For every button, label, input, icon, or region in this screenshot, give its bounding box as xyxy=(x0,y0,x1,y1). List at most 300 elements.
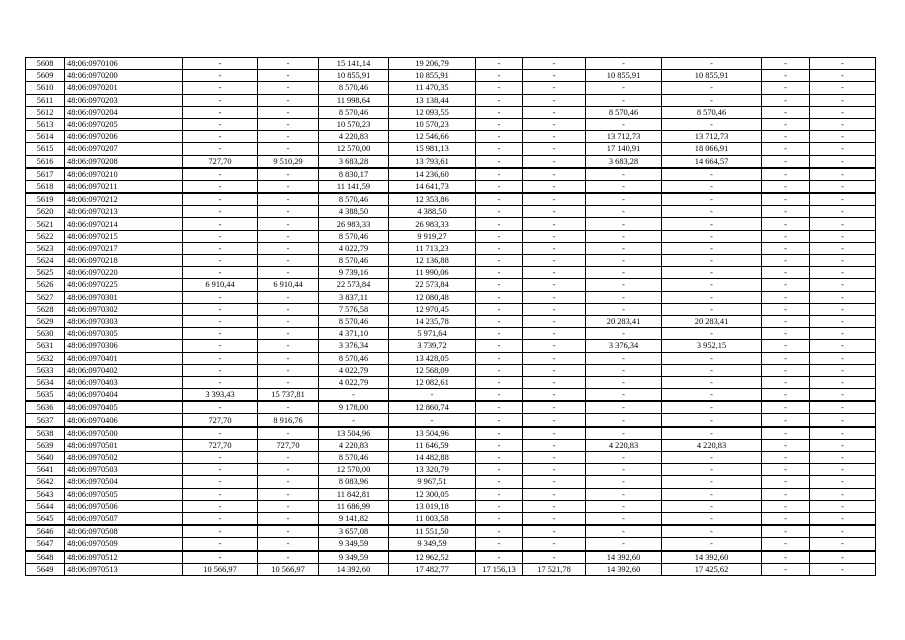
value-cell-9: - xyxy=(762,118,810,130)
value-cell-6: - xyxy=(523,352,586,364)
value-cell-3: 4 022,79 xyxy=(319,376,389,388)
value-cell-8: 18 066,91 xyxy=(662,143,762,155)
table-row xyxy=(26,376,876,388)
value-cell-3: 10 570,23 xyxy=(319,118,389,130)
cadastral-number-cell: 48:06:0970507 xyxy=(65,512,183,525)
value-cell-10: - xyxy=(810,563,876,575)
value-cell-8: - xyxy=(662,279,762,291)
table-row xyxy=(26,352,876,364)
value-cell-1: - xyxy=(183,193,258,206)
cadastral-number-cell: 48:06:0970225 xyxy=(65,279,183,291)
value-cell-3: 4 220,83 xyxy=(319,131,389,143)
value-cell-2: - xyxy=(258,364,319,376)
value-cell-10: - xyxy=(810,291,876,303)
row-number-cell: 5627 xyxy=(26,291,65,303)
cadastral-number-cell: 48:06:0970206 xyxy=(65,131,183,143)
value-cell-7: - xyxy=(586,230,662,242)
value-cell-6: - xyxy=(523,512,586,525)
value-cell-8: - xyxy=(662,82,762,94)
value-cell-5: - xyxy=(476,500,523,512)
cadastral-number-cell: 48:06:0970106 xyxy=(65,58,183,70)
value-cell-5: 17 156,13 xyxy=(476,563,523,575)
value-cell-1: - xyxy=(183,230,258,242)
value-cell-5: - xyxy=(476,180,523,193)
table-row xyxy=(26,364,876,376)
value-cell-10: - xyxy=(810,512,876,525)
row-number-cell: 5622 xyxy=(26,230,65,242)
value-cell-5: - xyxy=(476,352,523,364)
value-cell-9: - xyxy=(762,106,810,118)
value-cell-4: 13 019,18 xyxy=(389,500,476,512)
value-cell-10: - xyxy=(810,414,876,427)
value-cell-5: - xyxy=(476,82,523,94)
value-cell-4: 12 300,05 xyxy=(389,488,476,500)
value-cell-1: - xyxy=(183,427,258,440)
cadastral-number-cell: 48:06:0970513 xyxy=(65,563,183,575)
row-number-cell: 5621 xyxy=(26,218,65,230)
value-cell-7: - xyxy=(586,464,662,476)
value-cell-6: - xyxy=(523,118,586,130)
value-cell-9: - xyxy=(762,82,810,94)
value-cell-7: - xyxy=(586,291,662,303)
value-cell-10: - xyxy=(810,352,876,364)
value-cell-9: - xyxy=(762,131,810,143)
table-row xyxy=(26,58,876,70)
value-cell-5: - xyxy=(476,106,523,118)
value-cell-4: 14 236,60 xyxy=(389,168,476,181)
value-cell-3: 8 570,46 xyxy=(319,106,389,118)
value-cell-1: - xyxy=(183,464,258,476)
value-cell-4: 13 428,05 xyxy=(389,352,476,364)
value-cell-1: 727,70 xyxy=(183,155,258,168)
value-cell-6: - xyxy=(523,464,586,476)
value-cell-1: - xyxy=(183,488,258,500)
value-cell-10: - xyxy=(810,401,876,414)
value-cell-9: - xyxy=(762,464,810,476)
value-cell-8: - xyxy=(662,464,762,476)
value-cell-1: 6 910,44 xyxy=(183,279,258,291)
value-cell-1: - xyxy=(183,452,258,464)
value-cell-6: - xyxy=(523,452,586,464)
value-cell-3: 11 141,59 xyxy=(319,180,389,193)
row-number-cell: 5624 xyxy=(26,255,65,267)
table-row xyxy=(26,538,876,551)
value-cell-10: - xyxy=(810,58,876,70)
value-cell-2: - xyxy=(258,267,319,279)
row-number-cell: 5608 xyxy=(26,58,65,70)
value-cell-9: - xyxy=(762,364,810,376)
value-cell-5: - xyxy=(476,401,523,414)
value-cell-1: - xyxy=(183,70,258,82)
value-cell-9: - xyxy=(762,180,810,193)
row-number-cell: 5638 xyxy=(26,427,65,440)
row-number-cell: 5639 xyxy=(26,439,65,451)
value-cell-3: 8 083,96 xyxy=(319,476,389,488)
value-cell-9: - xyxy=(762,376,810,388)
value-cell-10: - xyxy=(810,255,876,267)
value-cell-2: - xyxy=(258,70,319,82)
value-cell-1: - xyxy=(183,500,258,512)
value-cell-9: - xyxy=(762,155,810,168)
value-cell-6: - xyxy=(523,267,586,279)
value-cell-2: 15 737,81 xyxy=(258,389,319,402)
value-cell-3: 22 573,84 xyxy=(319,279,389,291)
value-cell-10: - xyxy=(810,389,876,402)
value-cell-7: 14 392,60 xyxy=(586,563,662,575)
value-cell-8: - xyxy=(662,352,762,364)
value-cell-2: - xyxy=(258,143,319,155)
value-cell-3: 8 830,17 xyxy=(319,168,389,181)
value-cell-8: - xyxy=(662,401,762,414)
value-cell-5: - xyxy=(476,439,523,451)
value-cell-4: 3 739,72 xyxy=(389,340,476,352)
value-cell-10: - xyxy=(810,328,876,340)
value-cell-4: 12 080,48 xyxy=(389,291,476,303)
value-cell-7: - xyxy=(586,500,662,512)
value-cell-10: - xyxy=(810,439,876,451)
value-cell-2: - xyxy=(258,376,319,388)
value-cell-10: - xyxy=(810,218,876,230)
value-cell-2: - xyxy=(258,488,319,500)
value-cell-3: 11 842,81 xyxy=(319,488,389,500)
value-cell-2: - xyxy=(258,512,319,525)
row-number-cell: 5648 xyxy=(26,551,65,564)
value-cell-4: 14 482,88 xyxy=(389,452,476,464)
row-number-cell: 5611 xyxy=(26,94,65,106)
data-table xyxy=(25,57,876,576)
table-row xyxy=(26,500,876,512)
value-cell-9: - xyxy=(762,389,810,402)
value-cell-5: - xyxy=(476,303,523,315)
value-cell-9: - xyxy=(762,279,810,291)
value-cell-2: - xyxy=(258,230,319,242)
value-cell-6: - xyxy=(523,82,586,94)
value-cell-4: 11 990,06 xyxy=(389,267,476,279)
value-cell-5: - xyxy=(476,168,523,181)
value-cell-6: - xyxy=(523,70,586,82)
value-cell-5: - xyxy=(476,364,523,376)
value-cell-8: - xyxy=(662,180,762,193)
value-cell-8: - xyxy=(662,267,762,279)
value-cell-2: - xyxy=(258,315,319,327)
value-cell-9: - xyxy=(762,352,810,364)
value-cell-2: - xyxy=(258,206,319,218)
value-cell-7: 17 140,91 xyxy=(586,143,662,155)
value-cell-5: - xyxy=(476,70,523,82)
value-cell-5: - xyxy=(476,488,523,500)
value-cell-6: - xyxy=(523,551,586,564)
value-cell-8: - xyxy=(662,118,762,130)
row-number-cell: 5623 xyxy=(26,242,65,254)
value-cell-1: 727,70 xyxy=(183,439,258,451)
value-cell-6: - xyxy=(523,193,586,206)
value-cell-2: 10 566,97 xyxy=(258,563,319,575)
row-number-cell: 5641 xyxy=(26,464,65,476)
value-cell-8: 17 425,62 xyxy=(662,563,762,575)
row-number-cell: 5612 xyxy=(26,106,65,118)
row-number-cell: 5631 xyxy=(26,340,65,352)
value-cell-8: 4 220,83 xyxy=(662,439,762,451)
cadastral-number-cell: 48:06:0970200 xyxy=(65,70,183,82)
value-cell-4: 15 981,13 xyxy=(389,143,476,155)
value-cell-6: - xyxy=(523,364,586,376)
cadastral-number-cell: 48:06:0970306 xyxy=(65,340,183,352)
value-cell-9: - xyxy=(762,267,810,279)
row-number-cell: 5609 xyxy=(26,70,65,82)
value-cell-10: - xyxy=(810,206,876,218)
value-cell-5: - xyxy=(476,279,523,291)
value-cell-9: - xyxy=(762,143,810,155)
value-cell-1: - xyxy=(183,340,258,352)
value-cell-9: - xyxy=(762,512,810,525)
value-cell-2: - xyxy=(258,180,319,193)
value-cell-9: - xyxy=(762,340,810,352)
value-cell-7: - xyxy=(586,94,662,106)
value-cell-7: - xyxy=(586,168,662,181)
cadastral-number-cell: 48:06:0970503 xyxy=(65,464,183,476)
row-number-cell: 5616 xyxy=(26,155,65,168)
value-cell-2: - xyxy=(258,131,319,143)
row-number-cell: 5647 xyxy=(26,538,65,551)
table-row xyxy=(26,414,876,427)
value-cell-8: - xyxy=(662,255,762,267)
value-cell-1: - xyxy=(183,58,258,70)
value-cell-6: - xyxy=(523,230,586,242)
value-cell-8: - xyxy=(662,452,762,464)
cadastral-number-cell: 48:06:0970405 xyxy=(65,401,183,414)
value-cell-9: - xyxy=(762,401,810,414)
value-cell-3: - xyxy=(319,414,389,427)
value-cell-10: - xyxy=(810,364,876,376)
table-row xyxy=(26,340,876,352)
value-cell-6: - xyxy=(523,315,586,327)
value-cell-7: - xyxy=(586,255,662,267)
row-number-cell: 5634 xyxy=(26,376,65,388)
cadastral-number-cell: 48:06:0970208 xyxy=(65,155,183,168)
value-cell-4: 12 082,61 xyxy=(389,376,476,388)
table-row xyxy=(26,255,876,267)
value-cell-9: - xyxy=(762,206,810,218)
value-cell-6: - xyxy=(523,439,586,451)
value-cell-8: - xyxy=(662,242,762,254)
value-cell-8: - xyxy=(662,488,762,500)
value-cell-2: 6 910,44 xyxy=(258,279,319,291)
value-cell-8: 8 570,46 xyxy=(662,106,762,118)
value-cell-5: - xyxy=(476,476,523,488)
value-cell-4: 22 573,84 xyxy=(389,279,476,291)
value-cell-3: 4 371,10 xyxy=(319,328,389,340)
value-cell-3: 3 837,11 xyxy=(319,291,389,303)
value-cell-7: - xyxy=(586,476,662,488)
value-cell-7: 13 712,73 xyxy=(586,131,662,143)
value-cell-4: 11 003,58 xyxy=(389,512,476,525)
table-row xyxy=(26,427,876,440)
value-cell-4: 9 967,51 xyxy=(389,476,476,488)
value-cell-2: - xyxy=(258,464,319,476)
value-cell-8: 3 952,15 xyxy=(662,340,762,352)
value-cell-9: - xyxy=(762,488,810,500)
value-cell-10: - xyxy=(810,242,876,254)
table-row xyxy=(26,168,876,181)
value-cell-1: - xyxy=(183,538,258,551)
value-cell-6: - xyxy=(523,303,586,315)
value-cell-2: - xyxy=(258,401,319,414)
value-cell-3: 11 686,99 xyxy=(319,500,389,512)
value-cell-5: - xyxy=(476,376,523,388)
value-cell-4: 10 570,23 xyxy=(389,118,476,130)
value-cell-9: - xyxy=(762,193,810,206)
value-cell-4: 11 646,59 xyxy=(389,439,476,451)
table-row xyxy=(26,193,876,206)
cadastral-number-cell: 48:06:0970305 xyxy=(65,328,183,340)
value-cell-4: 13 793,61 xyxy=(389,155,476,168)
value-cell-1: - xyxy=(183,118,258,130)
value-cell-6: - xyxy=(523,427,586,440)
table-row xyxy=(26,180,876,193)
value-cell-6: - xyxy=(523,242,586,254)
value-cell-9: - xyxy=(762,551,810,564)
value-cell-2: - xyxy=(258,82,319,94)
value-cell-5: - xyxy=(476,452,523,464)
value-cell-1: - xyxy=(183,82,258,94)
value-cell-6: - xyxy=(523,180,586,193)
table-row xyxy=(26,551,876,564)
value-cell-8: - xyxy=(662,58,762,70)
value-cell-5: - xyxy=(476,155,523,168)
value-cell-6: - xyxy=(523,218,586,230)
cadastral-number-cell: 48:06:0970201 xyxy=(65,82,183,94)
value-cell-2: - xyxy=(258,328,319,340)
value-cell-7: - xyxy=(586,488,662,500)
value-cell-1: - xyxy=(183,291,258,303)
row-number-cell: 5637 xyxy=(26,414,65,427)
value-cell-10: - xyxy=(810,82,876,94)
value-cell-6: 17 521,78 xyxy=(523,563,586,575)
value-cell-3: 9 739,16 xyxy=(319,267,389,279)
value-cell-10: - xyxy=(810,476,876,488)
cadastral-number-cell: 48:06:0970401 xyxy=(65,352,183,364)
value-cell-7: - xyxy=(586,512,662,525)
value-cell-5: - xyxy=(476,525,523,538)
value-cell-1: - xyxy=(183,218,258,230)
value-cell-10: - xyxy=(810,488,876,500)
table-row xyxy=(26,525,876,538)
cadastral-number-cell: 48:06:0970212 xyxy=(65,193,183,206)
row-number-cell: 5617 xyxy=(26,168,65,181)
value-cell-1: - xyxy=(183,94,258,106)
row-number-cell: 5643 xyxy=(26,488,65,500)
value-cell-1: - xyxy=(183,525,258,538)
value-cell-9: - xyxy=(762,563,810,575)
table-row xyxy=(26,476,876,488)
value-cell-1: - xyxy=(183,303,258,315)
value-cell-8: 13 712,73 xyxy=(662,131,762,143)
value-cell-7: - xyxy=(586,303,662,315)
value-cell-8: - xyxy=(662,328,762,340)
value-cell-6: - xyxy=(523,143,586,155)
value-cell-3: 8 570,46 xyxy=(319,82,389,94)
value-cell-2: - xyxy=(258,538,319,551)
value-cell-3: 8 570,46 xyxy=(319,230,389,242)
value-cell-2: - xyxy=(258,168,319,181)
row-number-cell: 5635 xyxy=(26,389,65,402)
value-cell-8: - xyxy=(662,500,762,512)
row-number-cell: 5615 xyxy=(26,143,65,155)
value-cell-2: 727,70 xyxy=(258,439,319,451)
table-row xyxy=(26,230,876,242)
row-number-cell: 5642 xyxy=(26,476,65,488)
value-cell-10: - xyxy=(810,143,876,155)
value-cell-7: - xyxy=(586,58,662,70)
value-cell-9: - xyxy=(762,476,810,488)
value-cell-2: - xyxy=(258,303,319,315)
row-number-cell: 5618 xyxy=(26,180,65,193)
row-number-cell: 5626 xyxy=(26,279,65,291)
cadastral-number-cell: 48:06:0970501 xyxy=(65,439,183,451)
table-row xyxy=(26,452,876,464)
value-cell-8: 14 392,60 xyxy=(662,551,762,564)
row-number-cell: 5625 xyxy=(26,267,65,279)
value-cell-6: - xyxy=(523,206,586,218)
row-number-cell: 5646 xyxy=(26,525,65,538)
value-cell-9: - xyxy=(762,328,810,340)
value-cell-5: - xyxy=(476,538,523,551)
value-cell-1: - xyxy=(183,315,258,327)
value-cell-5: - xyxy=(476,512,523,525)
value-cell-3: 13 504,96 xyxy=(319,427,389,440)
value-cell-9: - xyxy=(762,500,810,512)
row-number-cell: 5619 xyxy=(26,193,65,206)
value-cell-10: - xyxy=(810,340,876,352)
cadastral-number-cell: 48:06:0970214 xyxy=(65,218,183,230)
value-cell-8: - xyxy=(662,168,762,181)
value-cell-3: 10 855,91 xyxy=(319,70,389,82)
value-cell-9: - xyxy=(762,255,810,267)
value-cell-7: - xyxy=(586,193,662,206)
value-cell-3: 9 349,59 xyxy=(319,538,389,551)
cadastral-number-cell: 48:06:0970302 xyxy=(65,303,183,315)
value-cell-4: 26 983,33 xyxy=(389,218,476,230)
table-row xyxy=(26,118,876,130)
value-cell-2: - xyxy=(258,525,319,538)
value-cell-6: - xyxy=(523,340,586,352)
value-cell-1: - xyxy=(183,512,258,525)
value-cell-1: - xyxy=(183,106,258,118)
value-cell-10: - xyxy=(810,180,876,193)
value-cell-6: - xyxy=(523,328,586,340)
cadastral-number-cell: 48:06:0970504 xyxy=(65,476,183,488)
value-cell-10: - xyxy=(810,230,876,242)
value-cell-8: - xyxy=(662,476,762,488)
cadastral-number-cell: 48:06:0970213 xyxy=(65,206,183,218)
value-cell-8: - xyxy=(662,94,762,106)
value-cell-3: 11 998,64 xyxy=(319,94,389,106)
value-cell-8: - xyxy=(662,230,762,242)
value-cell-3: 4 022,79 xyxy=(319,242,389,254)
value-cell-2: - xyxy=(258,291,319,303)
value-cell-5: - xyxy=(476,291,523,303)
value-cell-3: 9 349,59 xyxy=(319,551,389,564)
cadastral-number-cell: 48:06:0970303 xyxy=(65,315,183,327)
value-cell-7: 3 683,28 xyxy=(586,155,662,168)
value-cell-7: 4 220,83 xyxy=(586,439,662,451)
value-cell-5: - xyxy=(476,315,523,327)
cadastral-number-cell: 48:06:0970203 xyxy=(65,94,183,106)
value-cell-4: 13 138,44 xyxy=(389,94,476,106)
table-row xyxy=(26,94,876,106)
table-row xyxy=(26,70,876,82)
value-cell-7: - xyxy=(586,538,662,551)
